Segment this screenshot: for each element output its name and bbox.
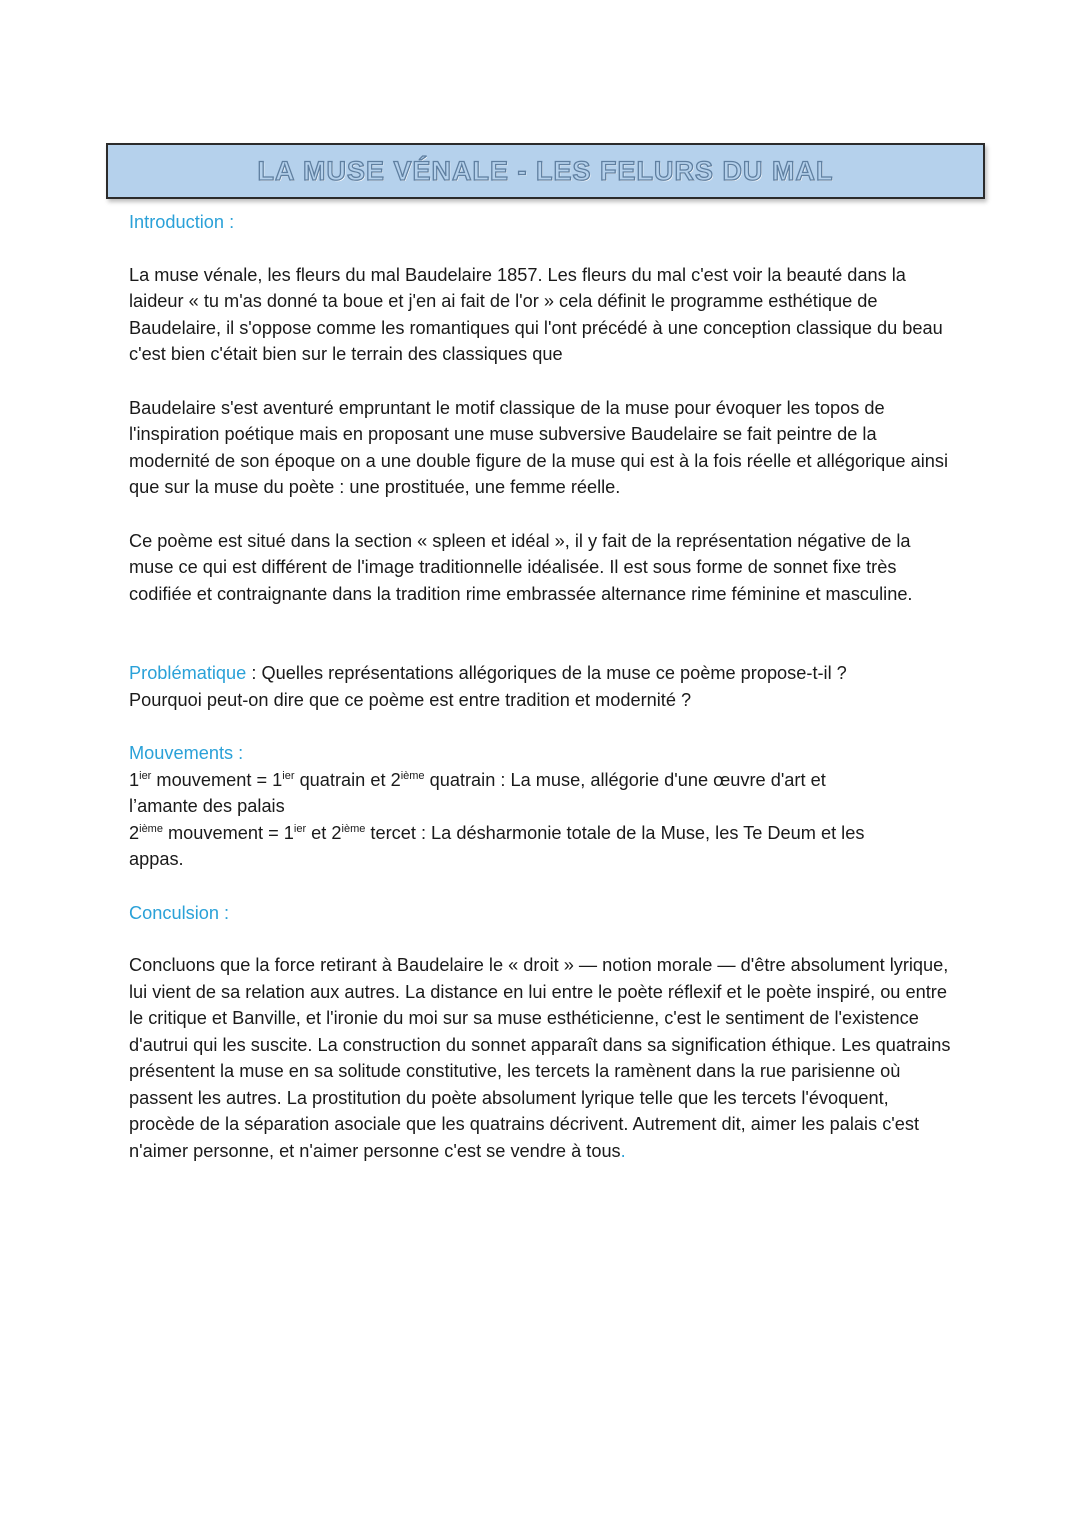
introduction-heading: Introduction :: [129, 212, 235, 232]
introduction-paragraph-1: La muse vénale, les fleurs du mal Baudelaire 1857. Les fleurs du mal c'est voir la beauté dans la laideur « tu m'as donné ta boue et j'en ai fait de l'or » cela définit le programme esthétique de Baudelaire, il s'oppose comme les romantiques qui l'ont précédé à une conception classique du beau c'est bien c'était bien sur le terrain des classiques que: [129, 264, 943, 364]
problematique-block: [129, 660, 959, 713]
conclusion-trailing-dot: .: [620, 1140, 626, 1161]
conclusion-heading: Conculsion :: [129, 902, 230, 923]
problematique-question-1: : Quelles représentations allégoriques de la muse ce poème propose-t-il ?: [246, 663, 847, 683]
introduction-paragraph-3: Ce poème est situé dans la section « spleen et idéal », il y fait de la représentation négative de la muse ce qui est différent de l'image traditionnelle idéalisée. Il est sous forme de sonnet fixe très codifiée et contraignante dans la tradition rime embrassée alternance rime féminine et masculine.: [129, 530, 913, 604]
mouvement-2: 2ième mouvement = $1^{ier}$ et 2ième tercet : La désharmonie totale de la Muse, les Te Deum et les appas.: [129, 822, 865, 869]
document-body: [129, 209, 959, 1164]
problematique-label: Problématique: [129, 663, 247, 683]
introduction-paragraph-2: Baudelaire s'est aventuré empruntant le motif classique de la muse pour évoquer les topos de l'inspiration poétique mais en proposant une muse subversive Baudelaire se fait peintre de la modernité de son époque on a une double figure de la muse qui est à la fois réelle et allégorique ainsi que sur la muse du poète : une prostituée, une femme réelle.: [129, 397, 948, 497]
problematique-question-2: Pourquoi peut-on dire que ce poème est entre tradition et modernité ?: [129, 689, 692, 710]
mouvements-heading: Mouvements :: [129, 743, 244, 763]
mouvement-1: $1^{ier}$ mouvement = $1^{ier}$ quatrain et 2ième quatrain : La muse, allégorie d'une œuvre d'art et l’amante des palais: [129, 769, 826, 816]
conclusion-paragraph: Concluons que la force retirant à Baudelaire le « droit » — notion morale — d'être absolument lyrique, lui vient de sa relation aux autres. La distance en lui entre le poète réflexif et le poète inspiré, ou entre le critique et Banville, et l'ironie du moi sur sa muse esthéticienne, c'est le sentiment de l'existence d'autrui qui les suscite. La construction du sonnet apparaît dans sa signification éthique. Les quatrains présentent la muse en sa solitude constitutive, les tercets la ramènent dans la rue parisienne où passent les autres. La prostitution du poète absolument lyrique telle que les tercets l'évoquent, procède de la séparation asociale que les quatrains décrivent. Autrement dit, aimer les palais c'est n'aimer personne, et n'aimer personne c'est se vendre à tous.: [129, 955, 951, 1161]
title-banner: [106, 143, 985, 199]
document-title: LA MUSE VÉNALE - LES FELURS DU MAL: [257, 155, 834, 186]
